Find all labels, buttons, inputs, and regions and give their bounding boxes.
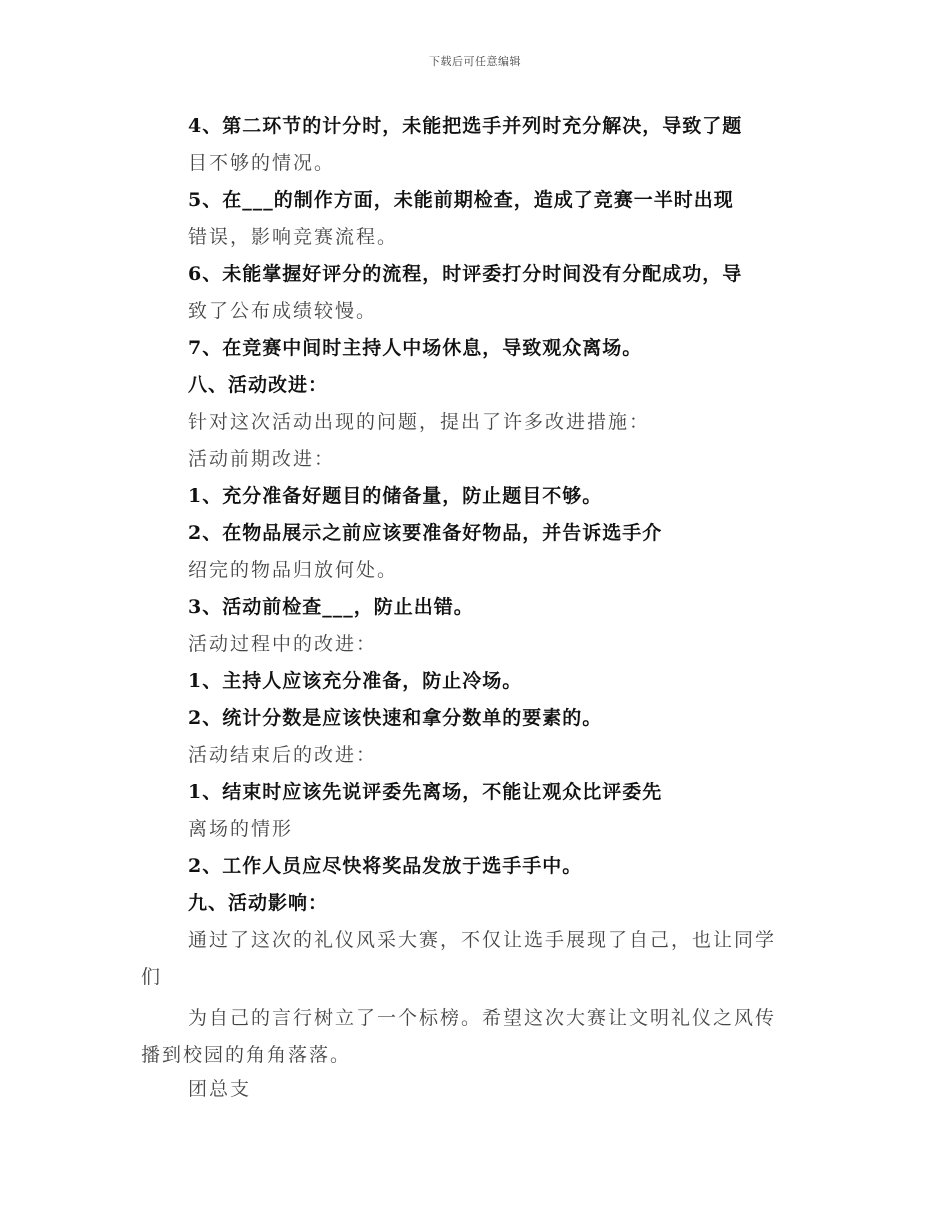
paragraph-line: 播到校园的角角落落。 — [141, 1044, 352, 1066]
text-line: 1、结束时应该先说评委先离场，不能让观众比评委先 — [188, 781, 663, 803]
text-line: 2、工作人员应尽快将奖品发放于选手手中。 — [188, 855, 583, 877]
subsection-label: 活动前期改进： — [188, 448, 336, 470]
text-line: 绍完的物品归放何处。 — [188, 559, 399, 581]
subsection-label: 活动结束后的改进： — [188, 744, 378, 766]
text-line: 1、主持人应该充分准备，防止冷场。 — [188, 670, 523, 692]
text-line: 2、在物品展示之前应该要准备好物品，并告诉选手介 — [188, 522, 663, 544]
paragraph-line: 为自己的言行树立了一个标榜。希望这次大赛让文明礼仪之风传 — [188, 1007, 777, 1029]
text-line: 3、活动前检查___，防止出错。 — [188, 596, 474, 618]
text-line: 2、统计分数是应该快速和拿分数单的要素的。 — [188, 707, 603, 729]
paragraph-line: 通过了这次的礼仪风采大赛，不仅让选手展现了自己，也让同学 — [188, 929, 777, 951]
section-heading: 九、活动影响： — [188, 892, 329, 914]
paragraph-impact-2 — [141, 1000, 831, 1074]
section-heading: 八、活动改进： — [188, 374, 329, 396]
paragraph-impact-1 — [141, 922, 831, 996]
text-line: 致了公布成绩较慢。 — [188, 300, 378, 322]
text-line: 目不够的情况。 — [188, 152, 336, 174]
text-line: 离场的情形 — [188, 818, 294, 840]
document-body — [188, 108, 838, 922]
text-line: 6、未能掌握好评分的流程，时评委打分时间没有分配成功，导 — [188, 263, 743, 285]
text-line: 1、充分准备好题目的储备量，防止题目不够。 — [188, 485, 603, 507]
paragraph-line: 们 — [141, 966, 163, 988]
text-line: 7、在竞赛中间时主持人中场休息，导致观众离场。 — [188, 337, 643, 359]
text-line: 针对这次活动出现的问题，提出了许多改进措施： — [188, 411, 651, 433]
page-header: 下载后可任意编辑 — [429, 55, 521, 68]
text-line: 5、在___的制作方面，未能前期检查，造成了竞赛一半时出现 — [188, 189, 734, 211]
text-line: 错误，影响竞赛流程。 — [188, 226, 399, 248]
subsection-label: 活动过程中的改进： — [188, 633, 378, 655]
signature: 团总支 — [188, 1078, 252, 1100]
text-line: 4、第二环节的计分时，未能把选手并列时充分解决，导致了题 — [188, 115, 743, 137]
